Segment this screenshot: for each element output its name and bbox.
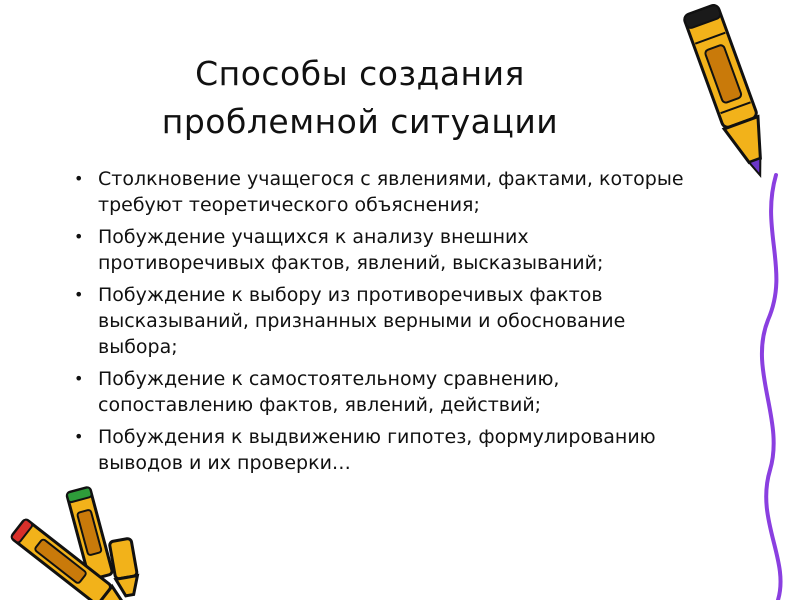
bullet-icon: • [74, 285, 84, 304]
list-item-line: выбора; [98, 336, 178, 358]
list-item-line: Столкновение учащегося с явлениями, фактами, которые [98, 168, 684, 190]
list-item [70, 166, 730, 218]
bullet-icon: • [74, 369, 84, 388]
list-item-line: Побуждение учащихся к анализу внешних [98, 226, 529, 248]
title-line-2: проблемной ситуации [161, 102, 559, 141]
list-item [70, 282, 730, 360]
list-item [70, 366, 730, 418]
list-item-line: выводов и их проверки… [98, 452, 351, 474]
bullet-icon: • [74, 427, 84, 446]
page-title [100, 50, 620, 146]
list-item [70, 224, 730, 276]
bullet-icon: • [74, 169, 84, 188]
title-line-1: Способы создания [195, 54, 525, 93]
list-item-line: Побуждение к выбору из противоречивых фактов [98, 284, 603, 306]
list-item-line: противоречивых фактов, явлений, высказываний; [98, 252, 604, 274]
bullet-icon: • [74, 227, 84, 246]
list-item-line: требуют теоретического объяснения; [98, 194, 480, 216]
list-item-line: сопоставлению фактов, явлений, действий; [98, 394, 542, 416]
list-item [70, 424, 730, 476]
list-item-line: высказываний, признанных верными и обоснование [98, 310, 626, 332]
bullet-list [70, 166, 730, 482]
list-item-line: Побуждение к самостоятельному сравнению, [98, 368, 560, 390]
list-item-line: Побуждения к выдвижению гипотез, формулированию [98, 426, 656, 448]
